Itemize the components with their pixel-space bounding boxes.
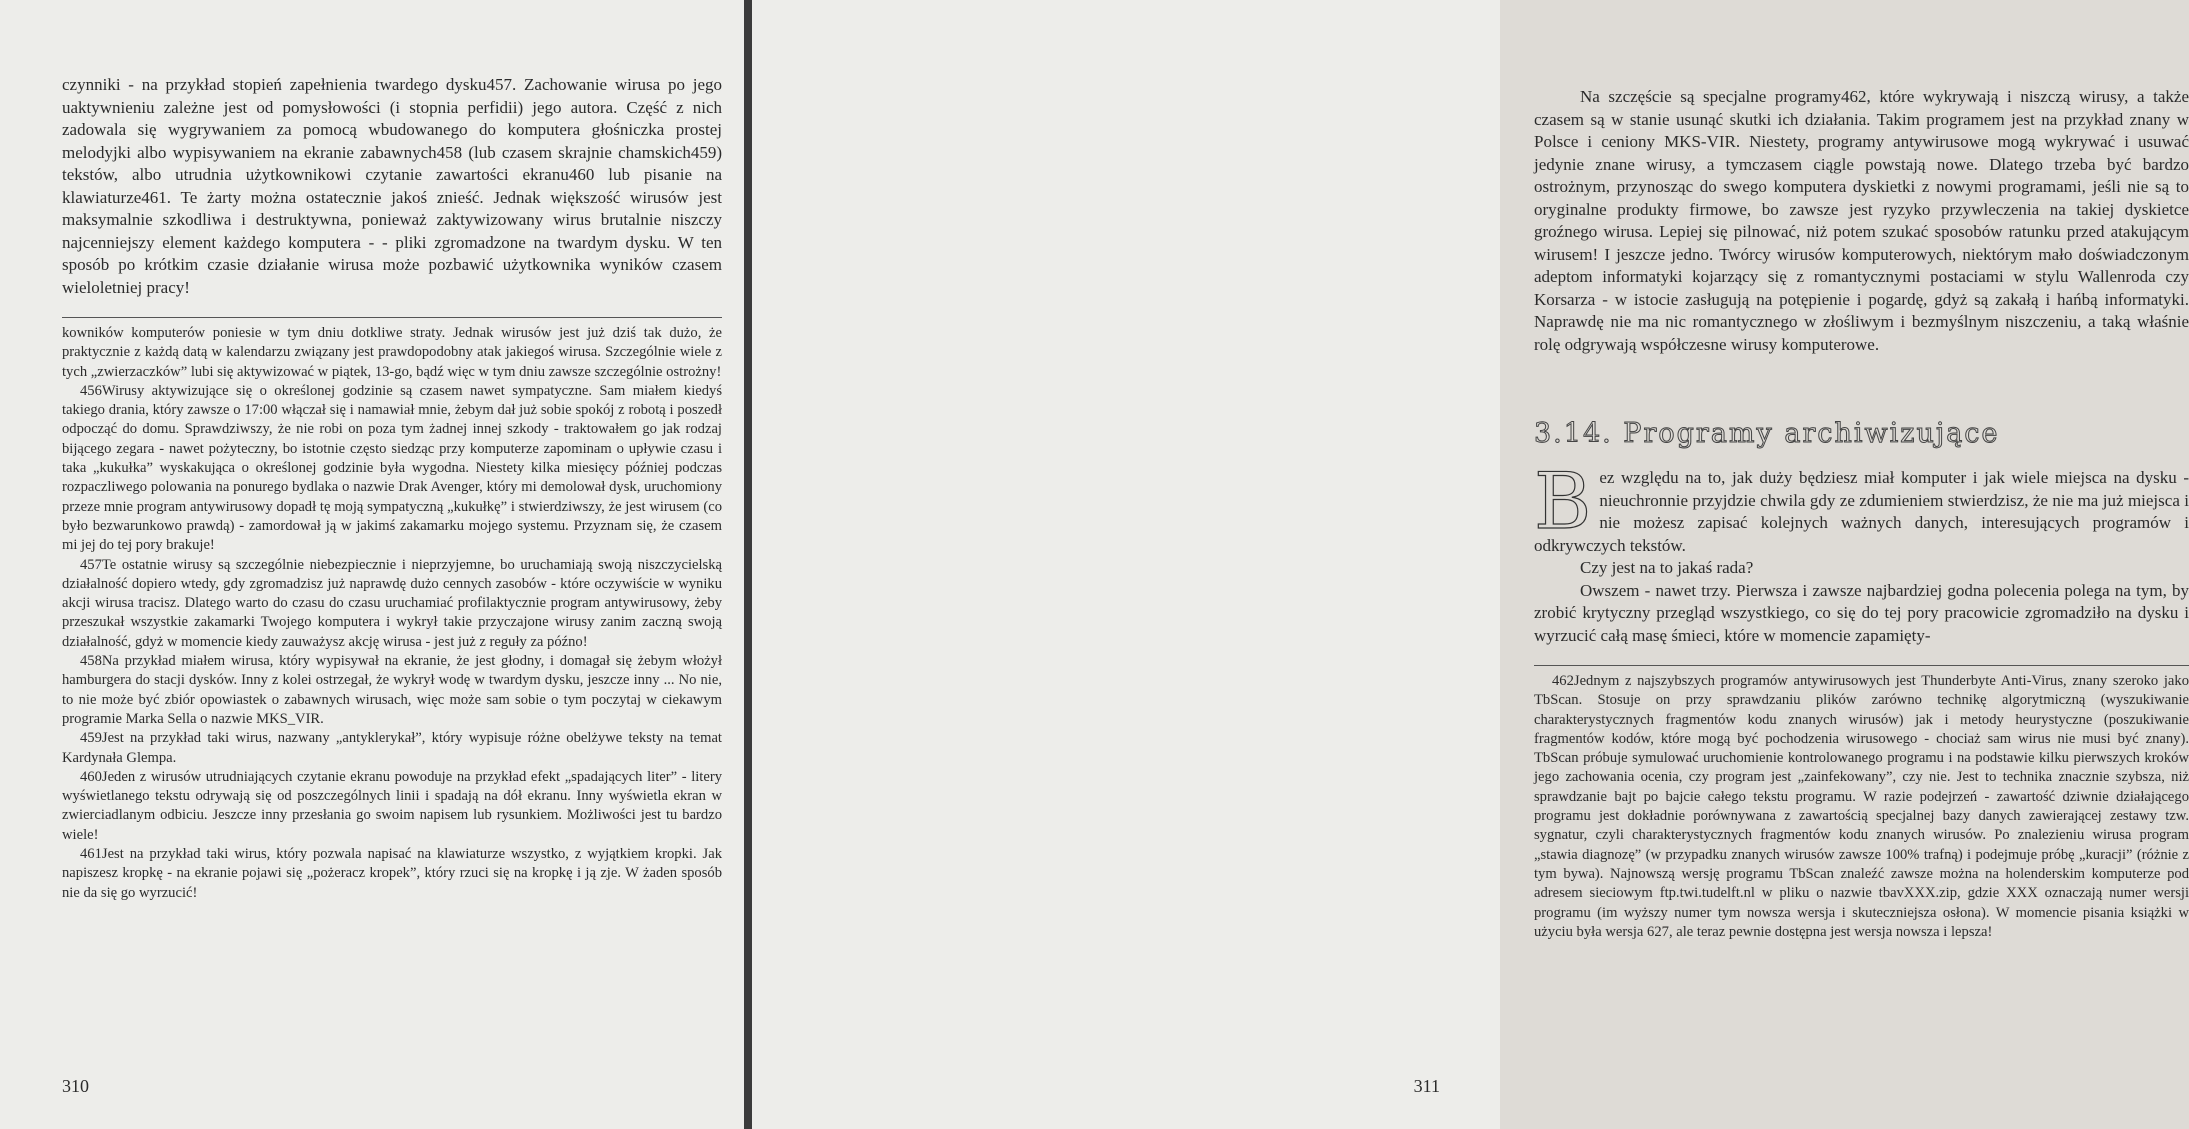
footnote-462: 462Jednym z najszybszych programów antywirusowych jest Thunderbyte Anti-Virus, znany szeroko jako TbScan. Stosuje on przy sprawdzaniu plików zarówno technikę algorytmiczną (wyszukiwanie charakterystycznych fragmentów kodu znanych wirusów) jak i metody heurystyczne (poszukiwanie fragmentów kodów, które mogą być pochodzenia wirusowego - chociaż sam wirus nie musi być znany). TbScan próbuje symulować uruchomienie kontrolowanego programu i na podstawie kilku pierwszych kroków jego zachowania ocenia, czy program jest „zainfekowany”, czy nie. Jest to technika znacznie szybsza, niż sprawdzanie bajt po bajcie całego tekstu programu. W razie podejrzeń - zawartość dziwnie działającego programu jest dokładnie porównywana z zawartością specjalnej bazy danych zawierającej zestawy tzw. sygnatur, czyli charakterystycznych fragmentów kodu znanych wirusów. Po znalezieniu wirusa program „stawia diagnozę” (w przypadku znanych wirusów zawsze 100% trafną) i podejmuje próbę „kuracji” (różnie z tym bywa). Najnowszą wersję programu TbScan znaleźć zawsze można na holenderskim komputerze pod adresem sieciowym ftp.twi.tudelft.nl w pliku o nazwie tbavXXX.zip, gdzie XXX oznaczają numer wersji programu (im wyższy numer tym nowsza wersja i skuteczniejsza osłona). W momencie pisania książki w użyciu była wersja 627, ale teraz pewnie dostępna jest wersja nowsza i lepsza!: [1534, 673, 2189, 940]
section-title: Programy archiwizujące: [1623, 418, 2000, 449]
footnote-460: 460Jeden z wirusów utrudniających czytanie ekranu powoduje na przykład efekt „spadających liter” - litery wyświetlanego tekstu odrywają się od poszczególnych linii i spadają na dół ekranu. Inny wyświetla ekran w zwierciadlanym odbiciu. Jeszcze inny przesłania go swoim napisem lub rysunkiem. Możliwości jest tu bardzo wiele!: [62, 768, 722, 843]
footnote-457: 457Te ostatnie wirusy są szczególnie niebezpiecznie i nieprzyjemne, bo uruchamiają swoją niszczycielską działalność dopiero wtedy, gdy zgromadzisz już naprawdę dużo cennych zasobów - które oczywiście w wyniku akcji wirusa tracisz. Dlatego warto do czasu do czasu uruchamiać profilaktycznie program antywirusowy, żeby przeszukał wszystkie zakamarki Twojego komputera i wykrył takie przyczajone wirusy zanim zaczną swoją działalność, gdyż w momencie kiedy zauważysz akcję wirusa - jest już z reguły za późno!: [62, 556, 722, 650]
right-text-column: [1534, 86, 2189, 942]
left-page-number: 310: [62, 1076, 89, 1096]
footnote-458: 458Na przykład miałem wirusa, który wypisywał na ekranie, że jest głodny, i domagał się żebym włożył hamburgera do stacji dysków. Inny z kolei ostrzegał, że wykrył wodę w twardym dysku, jeszcze inny ... No nie, to nie może być zbiór opowiastek o zabawnych wirusach, więc może sam sobie o tym poczytaj w ciekawym programie Marka Sella o nazwie MKS_VIR.: [62, 653, 722, 727]
left-page: [0, 0, 748, 1129]
left-footnotes: [62, 317, 722, 903]
right-paragraph-2: [1534, 457, 2189, 557]
right-paragraph-3: Czy jest na to jakaś rada?: [1580, 558, 1754, 577]
footnote-456: 456Wirusy aktywizujące się o określonej godzinie są czasem nawet sympatyczne. Sam miałem kiedyś takiego drania, który zawsze o 17:00 włączał się i namawiał mnie, żebym dał już sobie spokój z robotą i poszedł odpocząć do domu. Sprawdziwszy, że nie robi on poza tym żadnej innej szkody - traktowałem go jak rodzaj bijącego zegara - nawet pożyteczny, bo istotnie często siedząc przy komputerze zapominam o upływie czasu i taka „kukułka” wyskakująca o określonej godzinie była wygodna. Niestety kilka miesięcy później podczas rozpaczliwego polowania na ponurego bydlaka o nazwie Drak Avenger, który mi demolował dysk, uruchomiony przeze mnie program antywirusowy dopadł tę moją sympatyczną „kukułkę” i stwierdziwszy, że jest wirusem (co było bezwarunkowo prawdą) - zamordował ją w jakimś zakamarku mojego systemu. Przyznam się, że czasem mi jej do tej pory brakuje!: [62, 382, 722, 554]
left-main-paragraph: czynniki - na przykład stopień zapełnienia twardego dysku457. Zachowanie wirusa po jego uaktywnieniu zależne jest od pomysłowości (i stopnia perfidii) jego autora. Część z nich zadowala się wygrywaniem za pomocą wbudowanego do komputera głośniczka prostej melodyjki albo wypisywaniem na ekranie zabawnych458 (lub czasem skrajnie chamskich459) tekstów, albo utrudnia użytkownikowi czytanie zawartości ekranu460 lub pisanie na klawiaturze461. Te żarty można ostatecznie jakoś znieść. Jednak większość wirusów jest maksymalnie szkodliwa i destruktywna, ponieważ zaktywizowany wirus brutalnie niszczy najcenniejszy element każdego komputera - - pliki zgromadzone na twardym dysku. W ten sposób po krótkim czasie działanie wirusa może pozbawić użytkownika wyników czasem wieloletniej pracy!: [62, 75, 722, 297]
right-paragraph-1: Na szczęście są specjalne programy462, które wykrywają i niszczą wirusy, a także czasem są w stanie usunąć skutki ich działania. Takim programem jest na przykład znany w Polsce i ceniony MKS-VIR. Niestety, programy antywirusowe mogą wykrywać i usuwać jedynie znane wirusy, a tymczasem ciągle powstają nowe. Dlatego trzeba być bardzo ostrożnym, przynosząc do swego komputera dyskietki z nowymi programami, jeśli nie są to oryginalne produkty firmowe, bo zawsze jest ryzyko przywleczenia na takiej dyskietce groźnego wirusa. Lepiej się pilnować, niż potem szukać sposobów ratunku przed atakującym wirusem! I jeszcze jedno. Twórcy wirusów komputerowych, niektórym mało doświadczonym adeptom informatyki kojarzący się z romantycznymi postaciami w stylu Wallenroda czy Korsarza - w istocie zasługują na potępienie i pogardę, gdyż są zakałą i hańbą informatyki. Naprawdę nie ma nic romantycznego w złośliwym i bezmyślnym niszczeniu, a taką właśnie rolę odgrywają współczesne wirusy komputerowe.: [1534, 87, 2189, 354]
paragraph-2-text: ez względu na to, jak duży będziesz miał komputer i jak wiele miejsca na dysku - nieuchronnie przyjdzie chwila gdy ze zdumieniem stwierdzisz, że nie ma już miejsca i nie możesz zapisać kolejnych ważnych danych, interesujących programów i odkrywczych tekstów.: [1534, 468, 2189, 555]
footnote-459: 459Jest na przykład taki wirus, nazwany „antyklerykał”, który wypisuje różne obelżywe teksty na temat Kardynała Glempa.: [62, 730, 722, 766]
right-paragraph-4: Owszem - nawet trzy. Pierwsza i zawsze najbardziej godna polecenia polega na tym, by zrobić krytyczny przegląd wszystkiego, co się do tej pory pracowicie zgromadziło na dysku i wyrzucić całą masę śmieci, które w momencie zapamięty-: [1534, 580, 2189, 645]
right-page: [752, 0, 2189, 1129]
footnote-continuation: kowników komputerów poniesie w tym dniu dotkliwe straty. Jednak wirusów jest już dziś tak dużo, że praktycznie z każdą datą w kalendarzu związany jest prawdopodobny atak jakiegoś wirusa. Szczególnie wiele z tych „zwierzaczków” lubi się aktywizować w piątek, 13-go, bądź więc w tym dniu zawsze szczególnie ostrożny!: [62, 325, 722, 380]
section-heading: [1534, 418, 2189, 449]
section-number: 3.14.: [1534, 418, 1613, 449]
drop-cap: B: [1534, 457, 1592, 547]
right-page-number: 311: [1413, 1076, 1440, 1096]
left-text-column: [62, 74, 722, 903]
footnote-461: 461Jest na przykład taki wirus, który pozwala napisać na klawiaturze wszystko, z wyjątkiem kropki. Jak napiszesz kropkę - na ekranie pojawi się „pożeracz kropek”, który rzuci się na kropkę i ją zje. W żaden sposób nie da się go wyrzucić!: [62, 846, 722, 901]
right-footnotes: [1534, 665, 2189, 942]
